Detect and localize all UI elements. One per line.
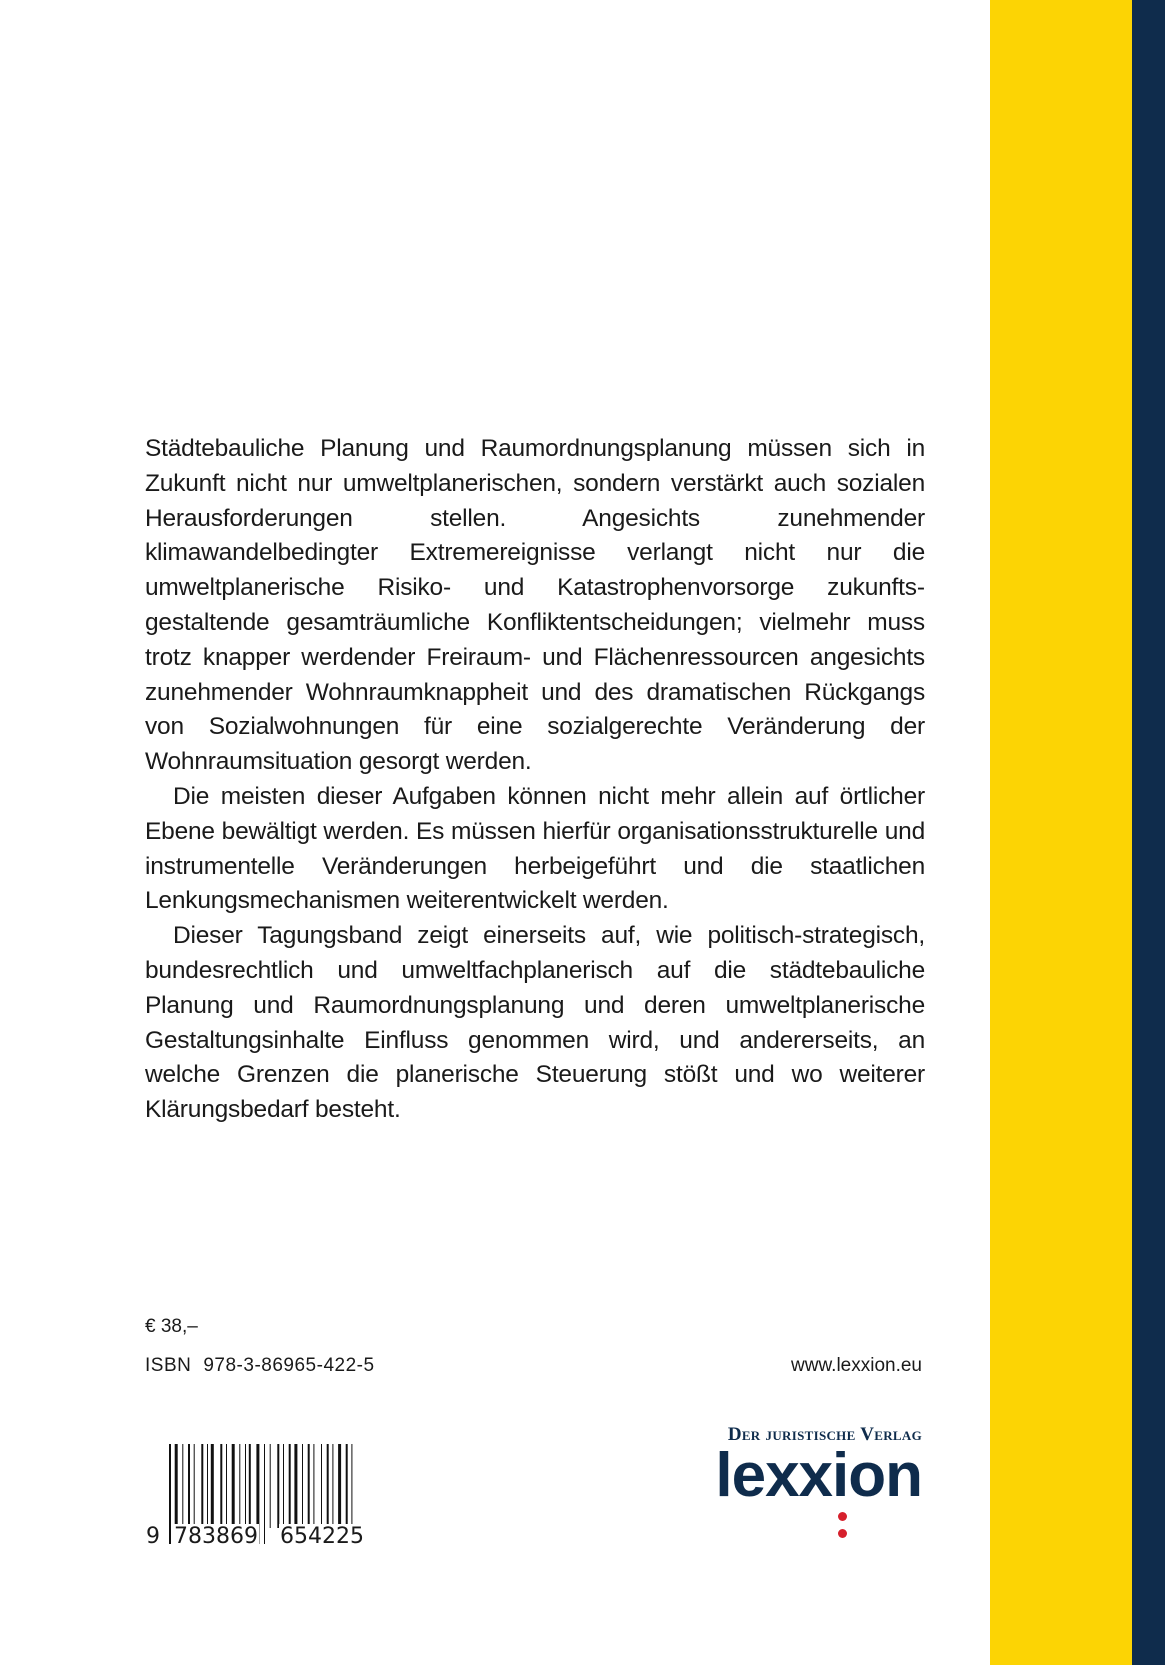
barcode-bar: [182, 1444, 183, 1528]
blurb-paragraph-3: Dieser Tagungsband zeigt einerseits auf, wie politisch-strategisch, bundesrechtlich und umweltfachplanerisch auf die städtebauliche Planung und Raumordnungsplanung und deren umweltplanerische Gestaltungsinhalte Einfluss genommen wird, und andererseits, an welche Grenzen die planerische Steuerung stößt und wo weiterer Klärungsbedarf besteht.: [145, 922, 925, 1124]
barcode-bar: [321, 1444, 322, 1528]
barcode-bar: [220, 1444, 222, 1528]
barcode-bar: [264, 1444, 265, 1544]
barcode-bar: [270, 1444, 271, 1528]
barcode-bar: [283, 1444, 284, 1528]
barcode-bar: [327, 1444, 329, 1528]
isbn-number: 978-3-86965-422-5: [203, 1355, 375, 1376]
barcode-bar: [308, 1444, 310, 1528]
barcode-bar: [226, 1444, 227, 1528]
publisher-tagline: Der juristische Verlag: [727, 1424, 922, 1445]
yellow-spine-stripe: [990, 0, 1132, 1665]
barcode-digits-right: 654225: [280, 1524, 364, 1549]
barcode-bar: [277, 1444, 279, 1528]
isbn-line: [145, 1355, 375, 1377]
barcode-bar: [232, 1444, 235, 1528]
barcode-bar: [207, 1444, 208, 1528]
barcode-bar: [289, 1444, 291, 1528]
logo-dots-icon: [838, 1512, 848, 1546]
lexxion-logo: lexxion: [715, 1441, 922, 1510]
publisher-website: www.lexxion.eu: [791, 1355, 922, 1376]
navy-spine-stripe: [1132, 0, 1165, 1665]
barcode-bar: [245, 1444, 246, 1528]
back-cover-blurb: [145, 432, 925, 1128]
barcode-bar: [169, 1444, 171, 1544]
price: € 38,–: [145, 1316, 198, 1337]
barcode-digits-left: 783869: [174, 1524, 258, 1549]
barcode-bar: [239, 1444, 240, 1528]
barcode-bar: [332, 1444, 333, 1528]
barcode-digit-first: 9: [146, 1524, 160, 1549]
barcode-bar: [194, 1444, 195, 1528]
barcode-bar: [313, 1444, 314, 1528]
barcode-bar: [302, 1444, 303, 1528]
barcode-bar: [211, 1444, 214, 1528]
publisher-block: [715, 1424, 922, 1510]
blurb-paragraph-1: Städtebauliche Planung und Raumordnungsplanung müssen sich in Zukunft nicht nur umweltplanerischen, sondern verstärkt auch sozialen Herausforderungen stellen. Angesichts zunehmender klimawandelbedingter Extremereignisse verlangt nicht nur die umweltplanerische Risiko- und Katastrophenvorsorge zukunftsgestaltende gesamträumliche Konfliktentscheidungen; vielmehr muss trotz knapper werdender Freiraum- und Flächenressourcen angesichts zunehmender Wohnraumknappheit und des dramatischen Rückgangs von Sozialwohnungen für eine sozialgerechte Veränderung der Wohnraumsituation gesorgt werden.: [145, 435, 925, 776]
barcode-bar: [201, 1444, 203, 1528]
barcode-bar: [294, 1444, 297, 1528]
barcode-bar: [338, 1444, 341, 1528]
blurb-paragraph-2: Die meisten dieser Aufgaben können nicht mehr allein auf örtlicher Ebene bewältigt werden. Es müssen hierfür organisationsstrukturelle und instrumentelle Veränderungen herbeigeführt und die staatlichen Lenkungsmechanismen weiterentwickelt werden.: [145, 782, 925, 915]
barcode-bar: [188, 1444, 190, 1528]
barcode-bar: [249, 1444, 251, 1528]
isbn-label: ISBN: [145, 1355, 192, 1376]
